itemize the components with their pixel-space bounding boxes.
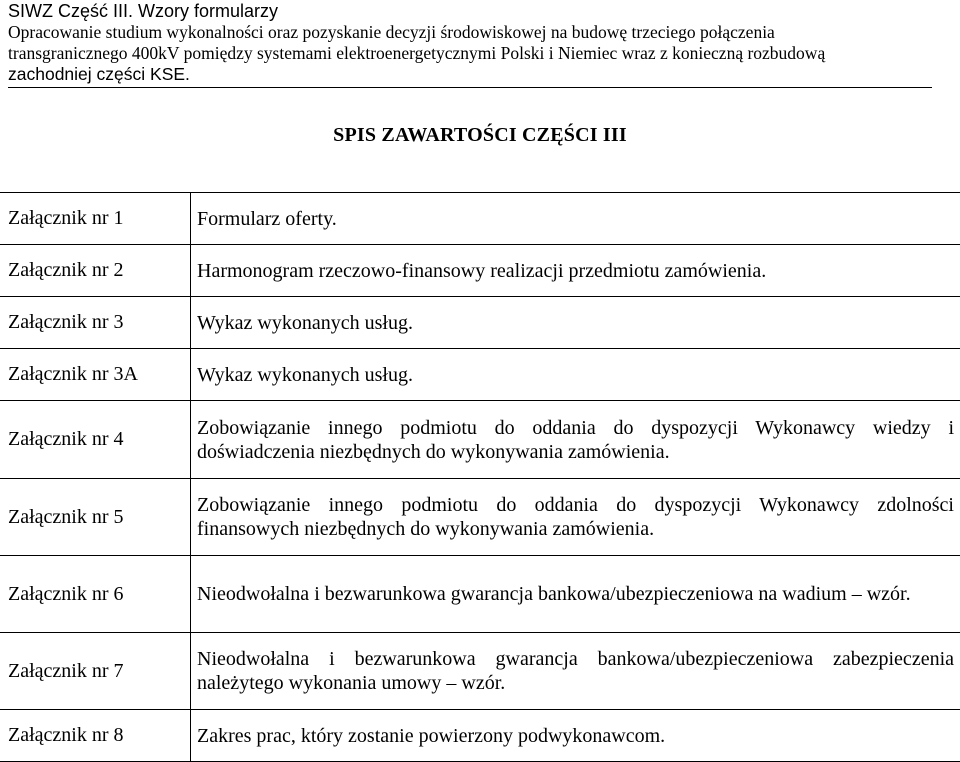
toc-row (0, 633, 960, 710)
toc-row-text: Nieodwołalna i bezwarunkowa gwarancja bankowa/ubezpieczeniowa zabezpieczenia należytego wykonania umowy – wzór. (191, 633, 960, 710)
header-line-2: transgranicznego 400kV pomiędzy systemami elektroenergetycznymi Polski i Niemiec wraz z konieczną rozbudową (8, 43, 932, 64)
toc-row-text: Nieodwołalna i bezwarunkowa gwarancja bankowa/ubezpieczeniowa na wadium – wzór. (191, 556, 960, 633)
toc-row (0, 193, 960, 245)
toc-table (0, 192, 960, 762)
toc-row-text: Zobowiązanie innego podmiotu do oddania do dyspozycji Wykonawcy zdolności finansowych niezbędnych do wykonywania zamówienia. (191, 479, 960, 556)
header-line-3 (8, 64, 932, 85)
document-title: SIWZ Część III. Wzory formularzy (8, 0, 932, 22)
header-line-1: Opracowanie studium wykonalności oraz pozyskanie decyzji środowiskowej na budowę trzeciego połączenia (8, 22, 932, 43)
toc-row (0, 401, 960, 479)
toc-title: SPIS ZAWARTOŚCI CZĘŚCI III (0, 124, 960, 147)
toc-row (0, 479, 960, 556)
toc-row-label: Załącznik nr 3 (0, 297, 191, 349)
document-header (8, 0, 932, 88)
toc-row-label: Załącznik nr 8 (0, 710, 191, 762)
toc-row-text: Harmonogram rzeczowo-finansowy realizacji przedmiotu zamówienia. (191, 245, 960, 297)
toc-row (0, 710, 960, 762)
toc-row-label: Załącznik nr 2 (0, 245, 191, 297)
toc-row-label: Załącznik nr 3A (0, 349, 191, 401)
toc-row (0, 245, 960, 297)
toc-row (0, 349, 960, 401)
toc-row-label: Załącznik nr 6 (0, 556, 191, 633)
toc-row-text: Wykaz wykonanych usług. (191, 297, 960, 349)
toc-row-label: Załącznik nr 7 (0, 633, 191, 710)
toc-row-text: Wykaz wykonanych usług. (191, 349, 960, 401)
toc-row (0, 556, 960, 633)
toc-row-label: Załącznik nr 1 (0, 193, 191, 245)
toc-row (0, 297, 960, 349)
header-line-3-text: zachodniej części KSE. (8, 64, 190, 84)
toc-row-label: Załącznik nr 4 (0, 401, 191, 479)
toc-row-label: Załącznik nr 5 (0, 479, 191, 556)
toc-row-text: Formularz oferty. (191, 193, 960, 245)
toc-row-text: Zakres prac, który zostanie powierzony podwykonawcom. (191, 710, 960, 762)
toc-row-text: Zobowiązanie innego podmiotu do oddania do dyspozycji Wykonawcy wiedzy i doświadczenia niezbędnych do wykonywania zamówienia. (191, 401, 960, 479)
